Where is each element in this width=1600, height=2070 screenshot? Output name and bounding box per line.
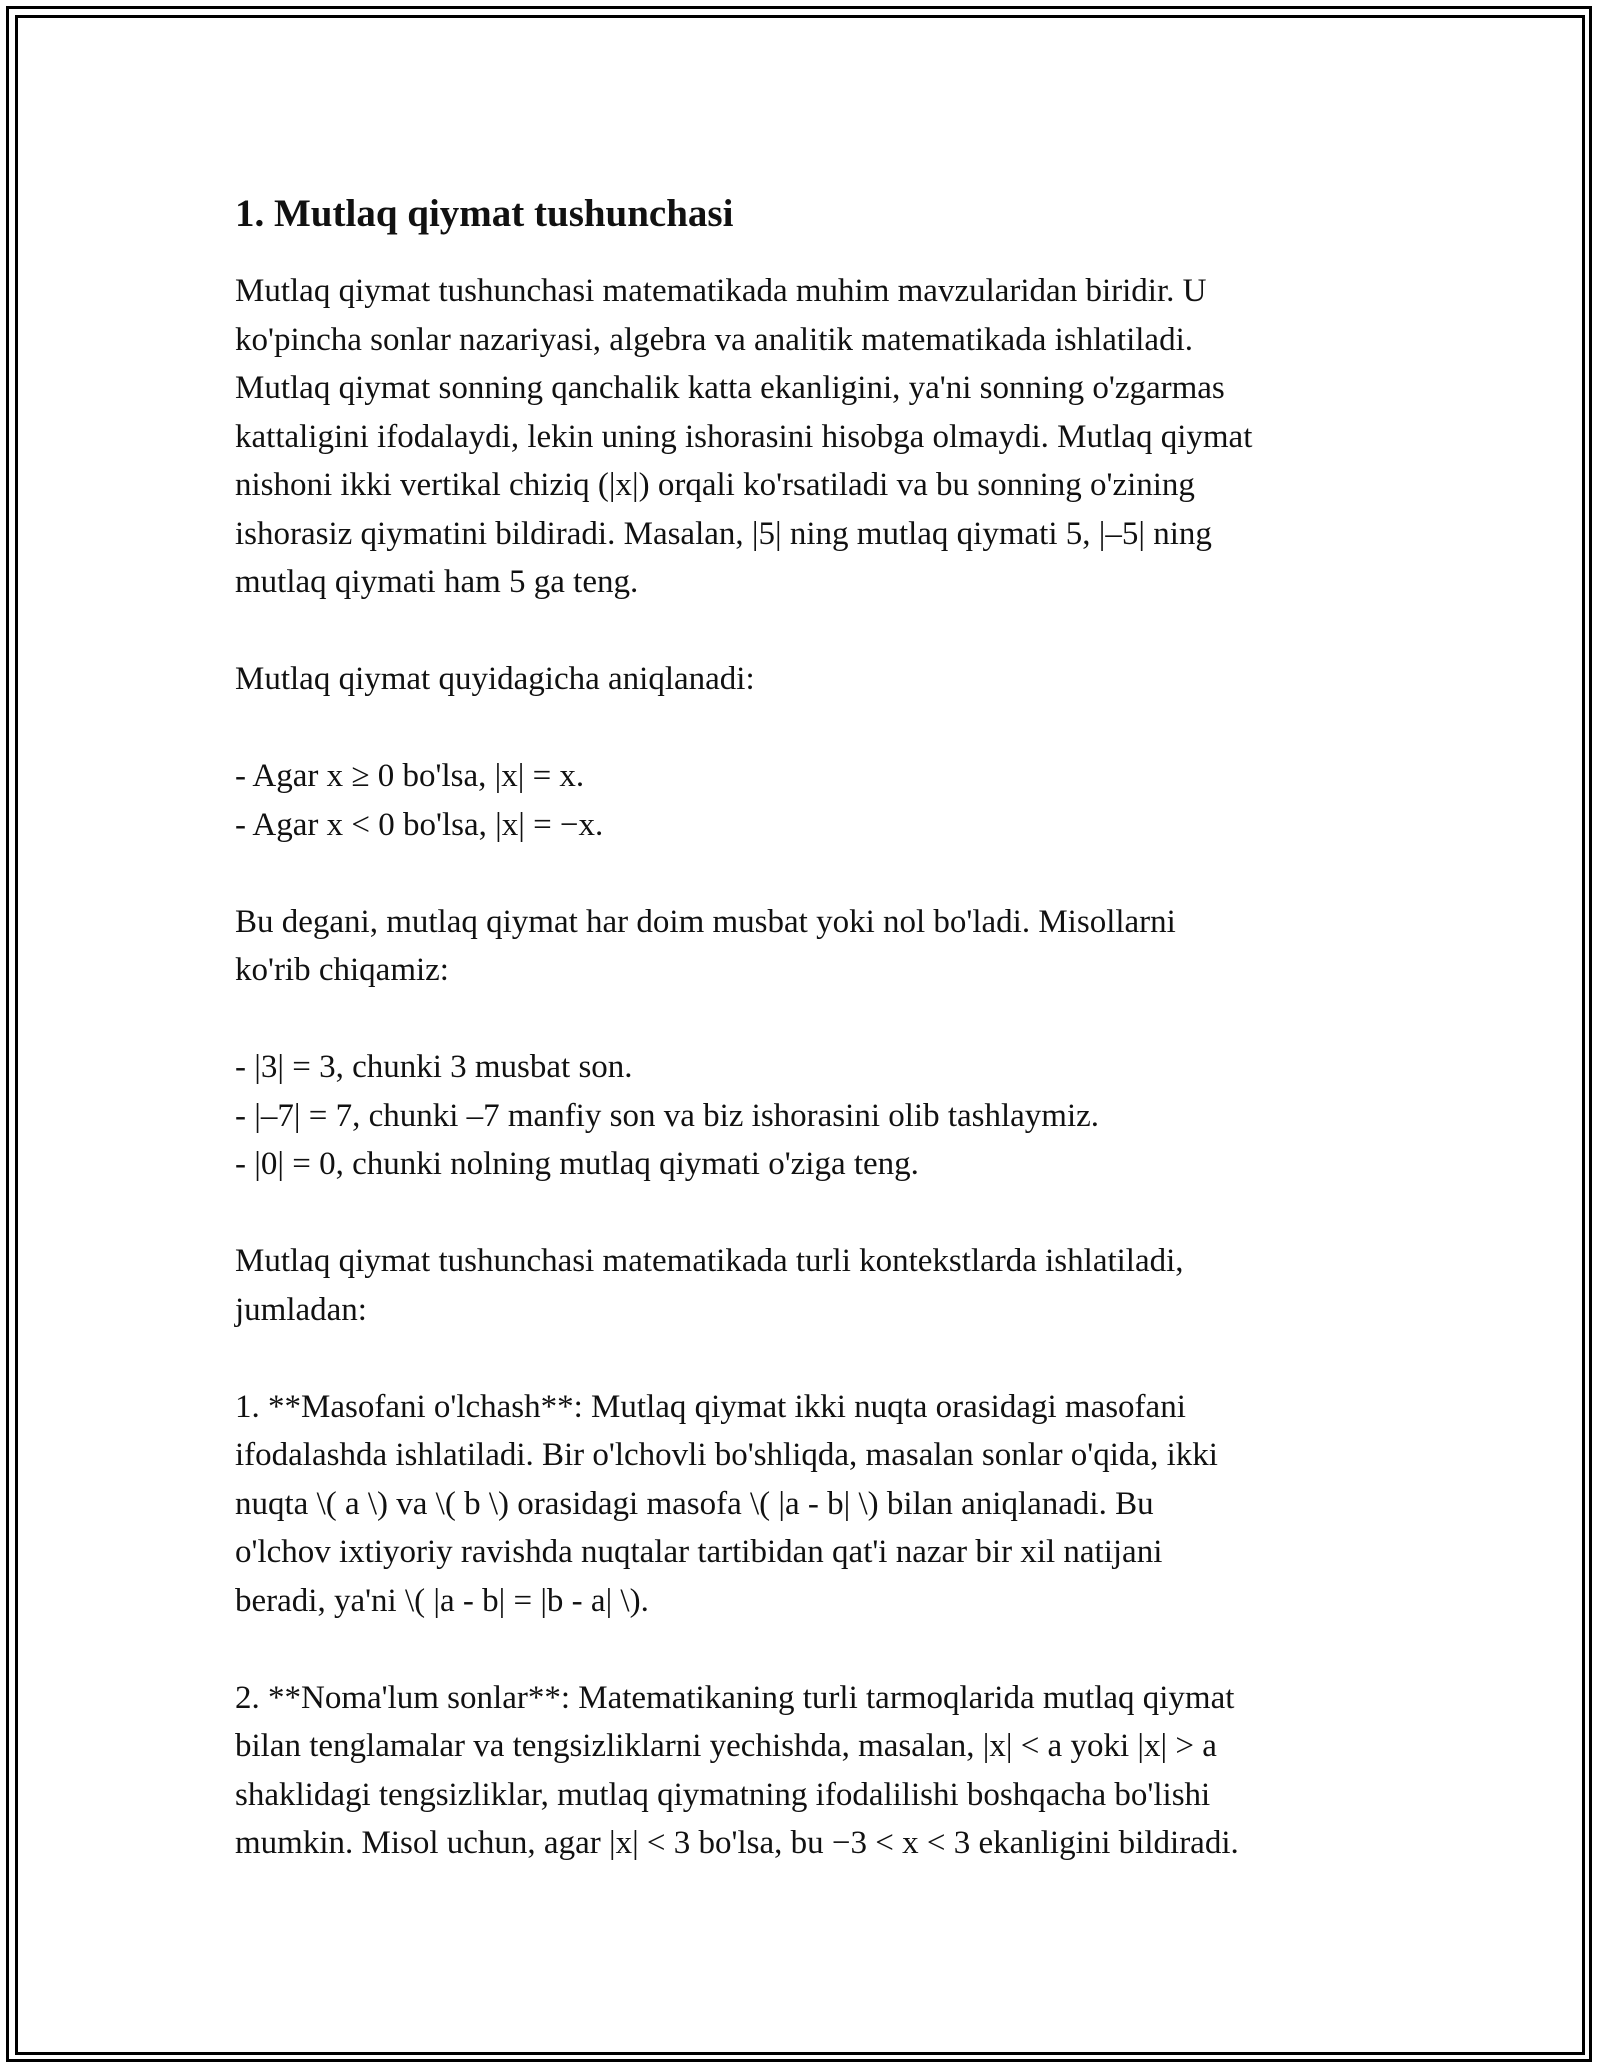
paragraph-definition-lead xyxy=(235,655,1385,704)
text-line: Mutlaq qiymat sonning qanchalik katta ekanligini, ya'ni sonning o'zgarmas xyxy=(235,370,1225,406)
text-line: ifodalashda ishlatiladi. Bir o'lchovli bo'shliqda, masalan sonlar o'qida, ikki xyxy=(235,1437,1218,1473)
list-item: - |3| = 3, chunki 3 musbat son. xyxy=(235,1049,633,1085)
list-item: - Agar x ≥ 0 bo'lsa, |x| = x. xyxy=(235,758,585,794)
text-line: Mutlaq qiymat tushunchasi matematikada turli kontekstlarda ishlatiladi, xyxy=(235,1243,1184,1279)
text-line: mutlaq qiymati ham 5 ga teng. xyxy=(235,564,639,600)
text-line: mumkin. Misol uchun, agar |x| < 3 bo'lsa, bu −3 < x < 3 ekanligini bildiradi. xyxy=(235,1825,1239,1861)
text-line: ishorasiz qiymatini bildiradi. Masalan, |5| ning mutlaq qiymati 5, |–5| ning xyxy=(235,515,1212,552)
section-heading: 1. Mutlaq qiymat tushunchasi xyxy=(235,192,734,235)
text-line: ko'pincha sonlar nazariyasi, algebra va analitik matematikada ishlatiladi. xyxy=(235,321,1193,358)
text-line: Bu degani, mutlaq qiymat har doim musbat yoki nol bo'ladi. Misollarni xyxy=(235,903,1176,940)
paragraph-unknowns xyxy=(235,1674,1385,1868)
text-line: 2. **Noma'lum sonlar**: Matematikaning turli tarmoqlarida mutlaq qiymat xyxy=(235,1679,1235,1716)
paragraph-contexts-lead xyxy=(235,1237,1385,1334)
list-item: - Agar x < 0 bo'lsa, |x| = −x. xyxy=(235,806,604,843)
definition-list xyxy=(235,752,1385,849)
document-body xyxy=(235,186,1385,1916)
paragraph-examples-lead xyxy=(235,898,1385,995)
text-line: nuqta \( a \) va \( b \) orasidagi masofa \( |a - b| \) bilan aniqlanadi. Bu xyxy=(235,1485,1154,1522)
text-line: jumladan: xyxy=(235,1291,367,1328)
text-line: o'lchov ixtiyoriy ravishda nuqtalar tartibidan qat'i nazar bir xil natijani xyxy=(235,1534,1163,1570)
paragraph-intro xyxy=(235,267,1385,607)
list-item: - |–7| = 7, chunki –7 manfiy son va biz ishorasini olib tashlaymiz. xyxy=(235,1097,1100,1134)
text-line: Mutlaq qiymat tushunchasi matematikada muhim mavzularidan biridir. U xyxy=(235,273,1207,309)
text-line: ko'rib chiqamiz: xyxy=(235,952,449,988)
examples-list xyxy=(235,1043,1385,1189)
text-line: kattaligini ifodalaydi, lekin uning ishorasini hisobga olmaydi. Mutlaq qiymat xyxy=(235,418,1253,455)
text-line: nishoni ikki vertikal chiziq (|x|) orqali ko'rsatiladi va bu sonning o'zining xyxy=(235,467,1195,503)
paragraph-distance xyxy=(235,1383,1385,1626)
list-item: - |0| = 0, chunki nolning mutlaq qiymati o'ziga teng. xyxy=(235,1146,919,1182)
text-line: bilan tenglamalar va tengsizliklarni yechishda, masalan, |x| < a yoki |x| > a xyxy=(235,1728,1217,1764)
text-line: shaklidagi tengsizliklar, mutlaq qiymatning ifodalilishi boshqacha bo'lishi xyxy=(235,1776,1211,1813)
text-line: beradi, ya'ni \( |a - b| = |b - a| \). xyxy=(235,1582,649,1619)
text-line: 1. **Masofani o'lchash**: Mutlaq qiymat ikki nuqta orasidagi masofani xyxy=(235,1388,1186,1425)
text-line: Mutlaq qiymat quyidagicha aniqlanadi: xyxy=(235,661,755,697)
